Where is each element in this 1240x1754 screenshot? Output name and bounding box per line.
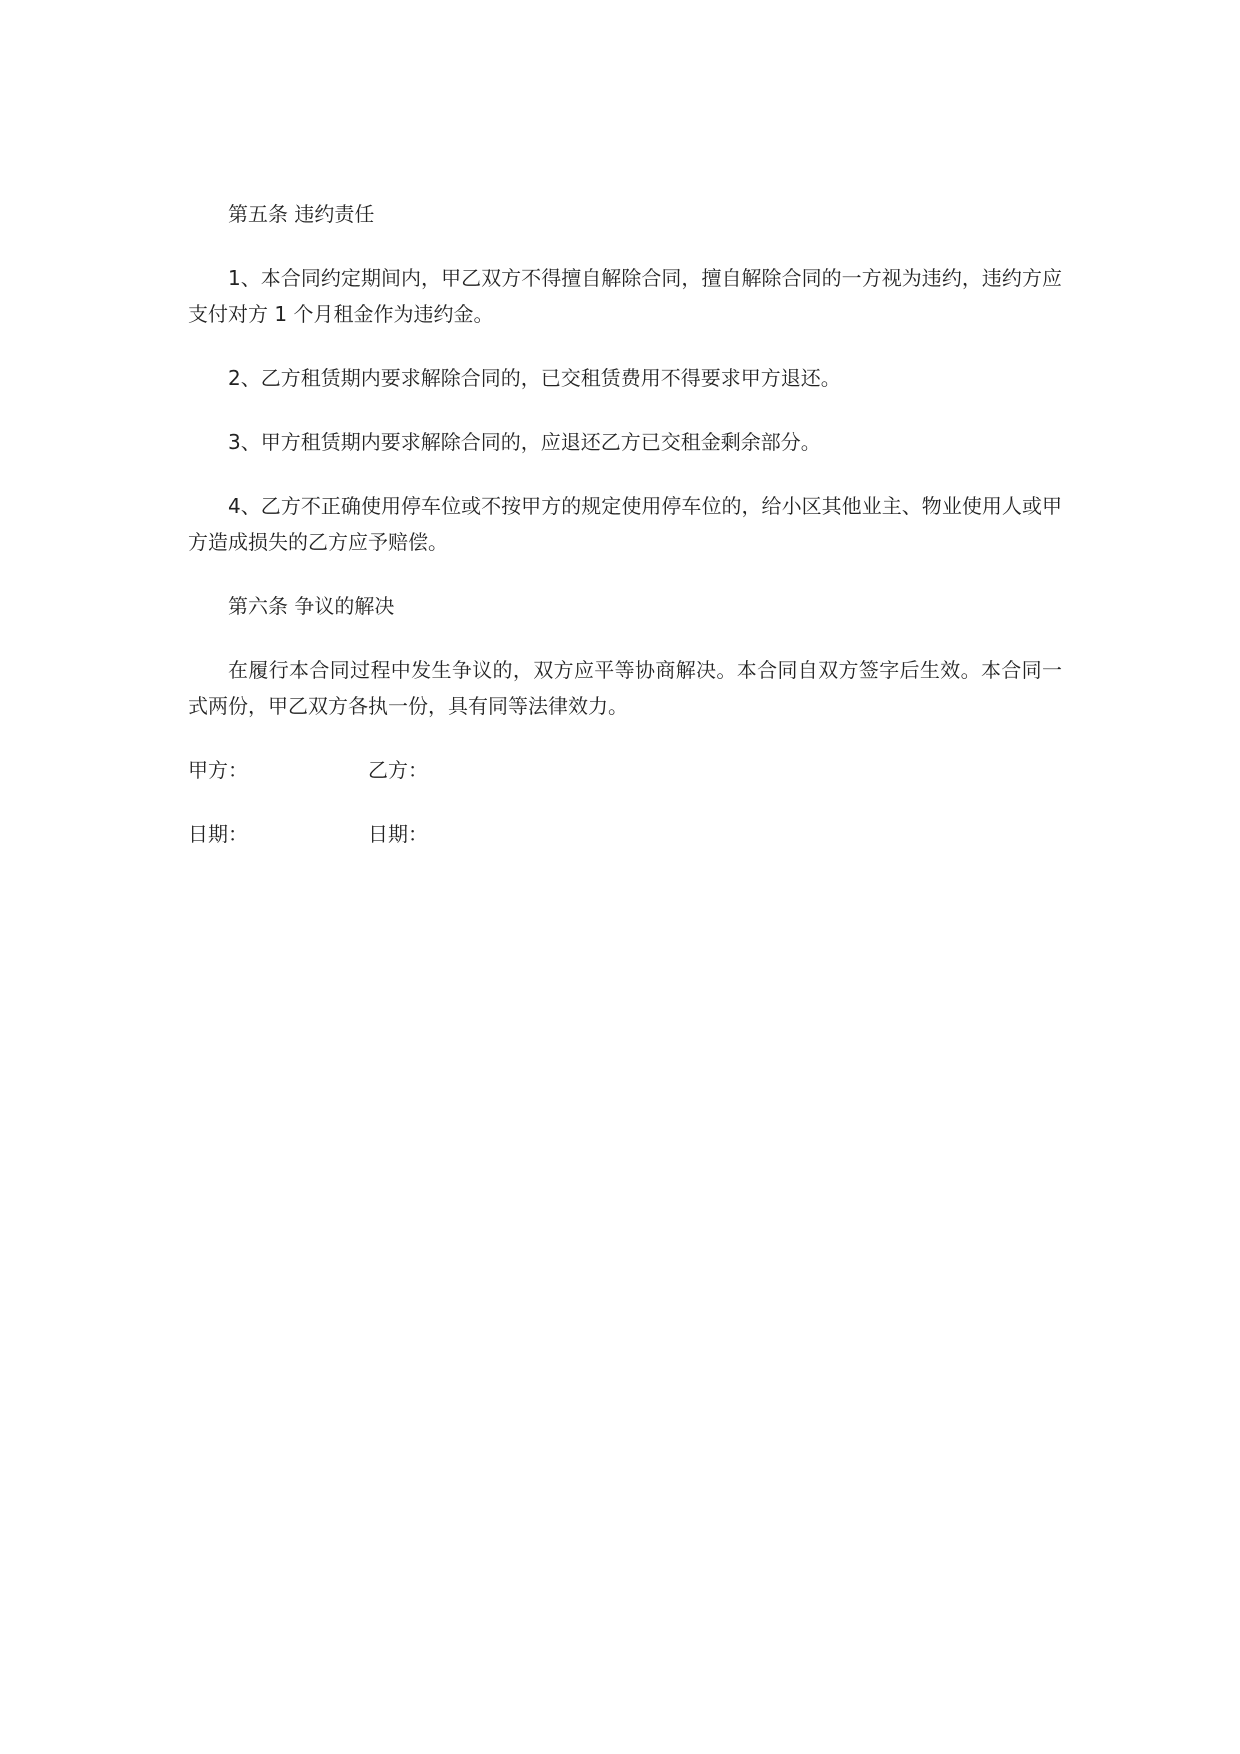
contract-page — [188, 196, 1062, 880]
dispute-clause: 在履行本合同过程中发生争议的，双方应平等协商解决。本合同自双方签字后生效。本合同一式两份，甲乙双方各执一份，具有同等法律效力。 — [188, 658, 1062, 718]
signature-row-parties — [188, 752, 1062, 788]
section-heading-dispute: 第六条 争议的解决 — [228, 594, 395, 618]
party-b-label: 乙方： — [368, 758, 428, 782]
breach-clause-3: 3、甲方租赁期内要求解除合同的，应退还乙方已交租金剩余部分。 — [228, 430, 821, 454]
breach-clause-4: 4、乙方不正确使用停车位或不按甲方的规定使用停车位的，给小区其他业主、物业使用人或甲方造成损失的乙方应予赔偿。 — [188, 494, 1062, 554]
section-heading-breach: 第五条 违约责任 — [228, 202, 375, 226]
party-a-label: 甲方： — [188, 758, 248, 782]
signature-row-dates — [188, 816, 1062, 852]
date-b-label: 日期： — [368, 822, 428, 846]
date-a-label: 日期： — [188, 822, 248, 846]
breach-clause-2: 2、乙方租赁期内要求解除合同的，已交租赁费用不得要求甲方退还。 — [228, 366, 841, 390]
breach-clause-1: 1、本合同约定期间内，甲乙双方不得擅自解除合同，擅自解除合同的一方视为违约，违约方应支付对方 1 个月租金作为违约金。 — [188, 266, 1062, 326]
